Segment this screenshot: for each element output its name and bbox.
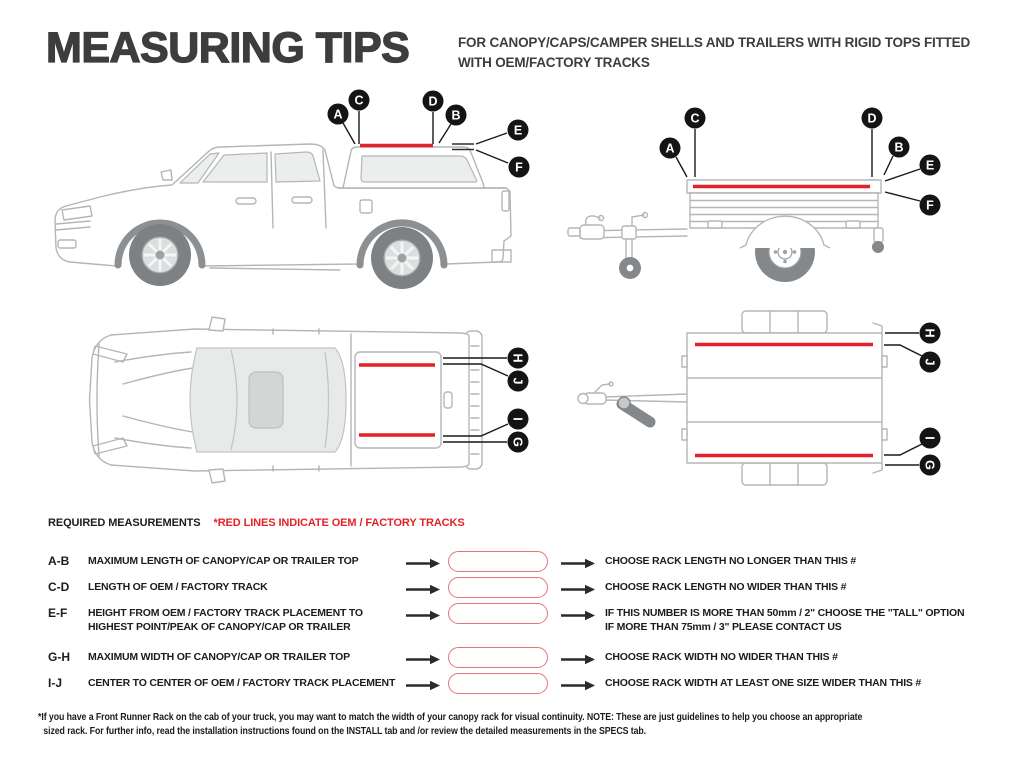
measurement-description: CENTER TO CENTER OF OEM / FACTORY TRACK PLACEMENT <box>88 677 396 689</box>
arrow-right-icon <box>561 651 595 670</box>
svg-text:F: F <box>515 160 523 175</box>
rear-door-window <box>275 152 320 182</box>
measurement-code: G-H <box>48 650 70 664</box>
footnote-line-1: *If you have a Front Runner Rack on the cab of your truck, you may want to match the width of your canopy rack for visual continuity. NOTE: These are just guidelines to help you choose an appropriate <box>38 712 863 723</box>
svg-text:B: B <box>451 108 461 123</box>
arrow-right-icon <box>561 607 595 626</box>
measurement-code: E-F <box>48 606 68 620</box>
label-f <box>920 195 941 216</box>
svg-text:G: G <box>510 437 525 447</box>
page-subtitle <box>458 33 970 72</box>
measurement-value-box <box>448 603 548 624</box>
label-d <box>423 91 444 112</box>
hinge <box>882 356 887 367</box>
latch <box>708 221 722 228</box>
measurement-code: I-J <box>48 676 63 690</box>
measurement-guidance: CHOOSE RACK LENGTH NO WIDER THAN THIS # <box>605 581 847 593</box>
measurement-value-box <box>448 577 548 598</box>
arrow-right-icon <box>406 581 448 600</box>
measurement-description: LENGTH OF OEM / FACTORY TRACK <box>88 581 268 593</box>
svg-text:J: J <box>922 358 937 366</box>
measurement-description: MAXIMUM LENGTH OF CANOPY/CAP OR TRAILER TOP <box>88 555 359 567</box>
running-board <box>210 268 340 270</box>
measurement-value-box <box>448 673 548 694</box>
label-f <box>509 157 530 178</box>
coupler-lever <box>586 216 600 225</box>
svg-text:I: I <box>922 436 937 440</box>
svg-text:F: F <box>926 198 934 213</box>
measurement-guidance: CHOOSE RACK LENGTH NO LONGER THAN THIS # <box>605 555 857 567</box>
measurement-row-ef <box>48 607 1016 651</box>
truck-side-view-diagram <box>40 88 540 293</box>
jockey-crank <box>618 397 630 409</box>
corner-bracket <box>873 323 882 333</box>
arrow-right-icon <box>561 677 595 696</box>
measurement-description: HEIGHT FROM OEM / FACTORY TRACK PLACEMENT TO HIGHEST POINT/PEAK OF CANOPY/CAP OR TRAILER <box>88 607 363 633</box>
measurement-guidance: CHOOSE RACK WIDTH NO WIDER THAN THIS # <box>605 651 838 663</box>
measurement-guidance: CHOOSE RACK WIDTH AT LEAST ONE SIZE WIDER THAN THIS # <box>605 677 922 689</box>
svg-text:E: E <box>513 123 523 138</box>
svg-text:C: C <box>354 93 364 108</box>
svg-text:A: A <box>333 107 343 122</box>
label-j <box>920 352 941 373</box>
hinge <box>682 356 687 367</box>
hitch-coupler <box>580 225 604 239</box>
arrow-right-icon <box>406 555 448 574</box>
label-i <box>508 409 529 430</box>
fender <box>742 311 827 333</box>
side-mirror <box>209 469 225 483</box>
label-a <box>660 138 681 159</box>
trailer-box-top <box>687 333 882 463</box>
truck-top-view-diagram <box>75 300 545 510</box>
arrow-right-icon <box>406 607 448 626</box>
measurement-value-box <box>448 647 548 668</box>
trailer-top-view-diagram <box>570 300 995 520</box>
footnote <box>38 711 1015 739</box>
fender <box>742 463 827 485</box>
label-b <box>889 137 910 158</box>
truck-top-illustration <box>90 317 483 483</box>
measurement-value-box <box>448 551 548 572</box>
svg-text:A: A <box>665 141 675 156</box>
svg-text:C: C <box>690 111 700 126</box>
hinge <box>682 429 687 440</box>
label-h <box>508 348 529 369</box>
subtitle-line-2: WITH OEM/FACTORY TRACKS <box>458 54 650 70</box>
measurement-code: C-D <box>48 580 70 594</box>
trailer-side-view-diagram <box>560 95 990 295</box>
jockey-wheel <box>619 213 648 280</box>
label-j <box>508 371 529 392</box>
trailer-top-illustration <box>578 311 887 485</box>
label-h <box>920 323 941 344</box>
measurement-description: MAXIMUM WIDTH OF CANOPY/CAP OR TRAILER TOP <box>88 651 350 663</box>
label-a <box>328 104 349 125</box>
svg-text:I: I <box>510 417 525 421</box>
page-title: MEASURING TIPS <box>46 24 410 72</box>
hinge <box>882 429 887 440</box>
measurement-guidance: IF THIS NUMBER IS MORE THAN 50mm / 2" CHOOSE THE "TALL" OPTION IF MORE THAN 75mm / 3" PLEASE CONTACT US <box>605 607 965 633</box>
latch <box>846 221 860 228</box>
svg-text:E: E <box>925 158 935 173</box>
hitch-tube <box>568 228 580 236</box>
svg-text:D: D <box>867 111 877 126</box>
hitch-ball-socket <box>578 394 588 404</box>
front-wheel <box>129 224 191 286</box>
label-g <box>920 455 941 476</box>
measurement-code: A-B <box>48 554 70 568</box>
label-b <box>446 105 467 126</box>
measurement-row-ij <box>48 677 1016 703</box>
arrow-right-icon <box>406 677 448 696</box>
label-i <box>920 428 941 449</box>
red-lines-note: *RED LINES INDICATE OEM / FACTORY TRACKS <box>213 517 465 529</box>
svg-text:D: D <box>428 94 438 109</box>
canopy-window <box>361 156 477 182</box>
trailer-side-illustration <box>568 180 884 282</box>
arrow-right-icon <box>561 581 595 600</box>
svg-text:J: J <box>510 377 525 385</box>
svg-text:H: H <box>922 328 937 338</box>
label-e <box>920 155 941 176</box>
sunroof <box>249 372 283 428</box>
required-measurements-header <box>48 517 465 529</box>
rear-wheel <box>371 227 433 289</box>
truck-side-illustration <box>55 144 511 289</box>
rear-support <box>874 228 883 242</box>
label-c <box>685 108 706 129</box>
svg-text:B: B <box>894 140 904 155</box>
svg-text:H: H <box>510 353 525 363</box>
svg-text:G: G <box>922 460 937 470</box>
label-g <box>508 432 529 453</box>
corner-bracket <box>873 463 882 473</box>
subtitle-line-1: FOR CANOPY/CAPS/CAMPER SHELLS AND TRAILERS WITH RIGID TOPS FITTED <box>458 35 971 50</box>
label-e <box>508 120 529 141</box>
measurements-table <box>48 555 1016 703</box>
side-mirror <box>209 317 225 331</box>
footnote-line-2: sized rack. For further info, read the installation instructions found on the INSTALL tab and /or review the detailed measurements in the SPECS tab. <box>43 726 647 737</box>
arrow-right-icon <box>406 651 448 670</box>
label-d <box>862 108 883 129</box>
section-title: REQUIRED MEASUREMENTS <box>48 517 201 529</box>
arrow-right-icon <box>561 555 595 574</box>
leader-lines <box>884 333 922 465</box>
label-c <box>349 90 370 111</box>
side-mirror <box>161 170 172 180</box>
